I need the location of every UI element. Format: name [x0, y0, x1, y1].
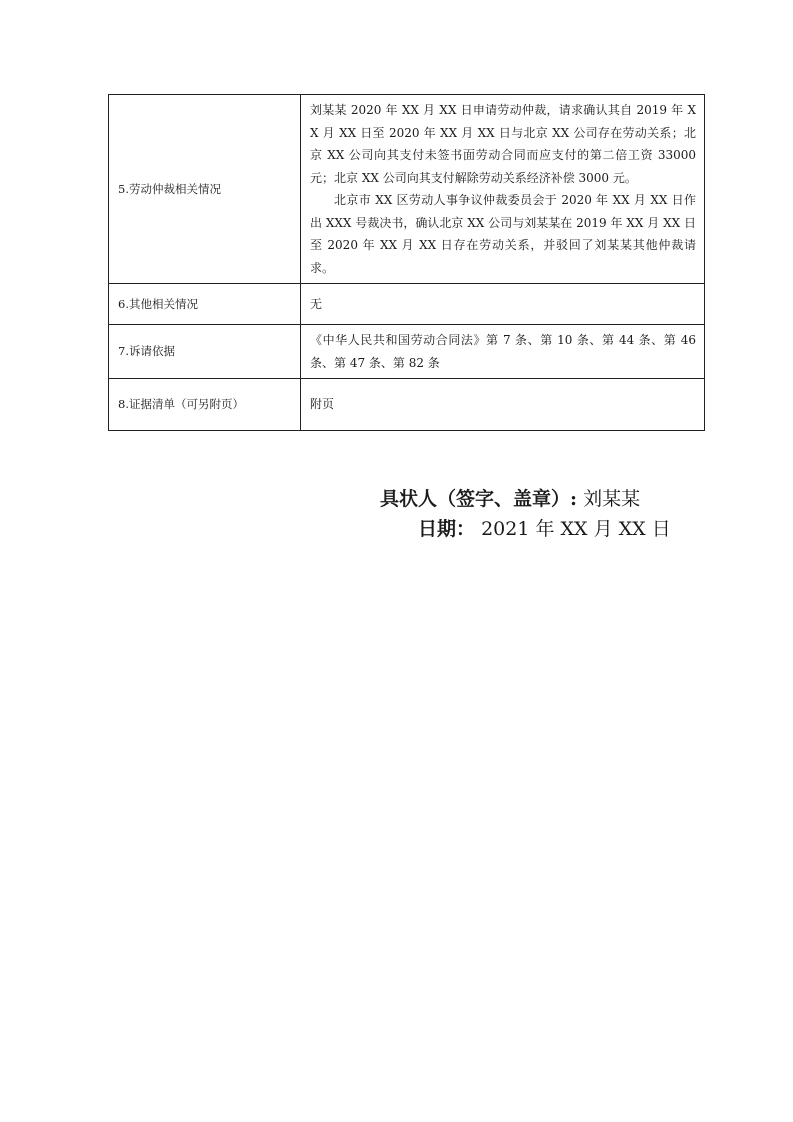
date-value: 2021 年 XX 月 XX 日 [481, 518, 671, 540]
arbitration-paragraph-1: 刘某某 2020 年 XX 月 XX 日申请劳动仲裁，请求确认其自 2019 年 XX 月 XX 日至 2020 年 XX 月 XX 日与北京 XX 公司存在劳动关系；北京 XX 公司向其支付未签书面劳动合同而应支付的第二倍工资 33000 元；北京 XX 公司向其支付解除劳动关系经济补偿 3000 元。 [310, 103, 696, 185]
row-content-arbitration [301, 95, 705, 284]
date-line [380, 514, 740, 544]
complaint-form-table [108, 94, 705, 431]
row-label-evidence: 8.证据清单（可另附页） [109, 379, 301, 431]
table-row [109, 95, 705, 284]
signer-label: 具状人（签字、盖章）: [380, 488, 578, 510]
table-row [109, 325, 705, 379]
signature-block [380, 484, 740, 544]
row-label-other: 6.其他相关情况 [109, 284, 301, 325]
signer-line [380, 484, 740, 514]
row-label-legal-basis: 7.诉请依据 [109, 325, 301, 379]
arbitration-paragraph-2: 北京市 XX 区劳动人事争议仲裁委员会于 2020 年 XX 月 XX 日作出 XXX 号裁决书，确认北京 XX 公司与刘某某在 2019 年 XX 月 XX 日至 2020 年 XX 月 XX 日存在劳动关系，并驳回了刘某某其他仲裁请求。 [310, 193, 696, 275]
table-row [109, 284, 705, 325]
date-label: 日期： [418, 518, 476, 540]
signer-name: 刘某某 [583, 488, 641, 510]
row-content-legal-basis: 《中华人民共和国劳动合同法》第 7 条、第 10 条、第 44 条、第 46 条、第 47 条、第 82 条 [301, 325, 705, 379]
row-content-evidence: 附页 [301, 379, 705, 431]
table-row [109, 379, 705, 431]
row-content-other: 无 [301, 284, 705, 325]
row-label-arbitration: 5.劳动仲裁相关情况 [109, 95, 301, 284]
